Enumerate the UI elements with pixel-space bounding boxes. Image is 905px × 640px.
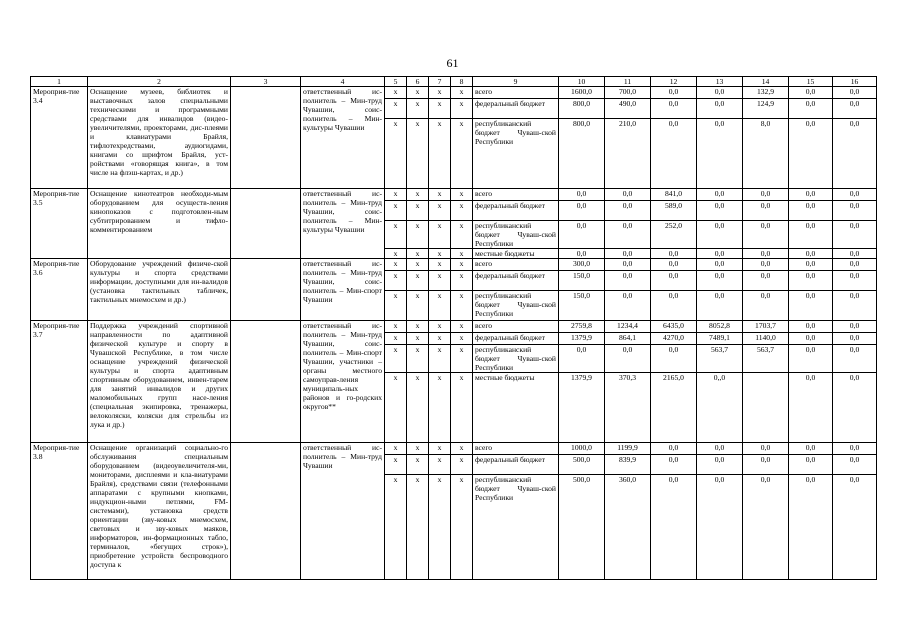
code-cell: x [451, 321, 473, 333]
amount-cell: 0,0 [651, 259, 697, 271]
amount-cell: 7489,1 [697, 333, 743, 345]
funding-source: федеральный бюджет [473, 455, 559, 475]
financing-table [30, 76, 877, 580]
code-cell: x [385, 271, 407, 291]
code-cell: x [385, 475, 407, 580]
code-cell: x [385, 291, 407, 321]
amount-cell: 0,0 [833, 221, 877, 249]
amount-cell: 150,0 [559, 291, 605, 321]
code-cell: x [429, 99, 451, 119]
amount-cell: 0,0 [651, 271, 697, 291]
amount-cell: 0,0 [605, 189, 651, 201]
funding-source: всего [473, 443, 559, 455]
amount-cell: 0,0 [651, 455, 697, 475]
code-cell: x [451, 201, 473, 221]
amount-cell: 0,0 [833, 373, 877, 443]
amount-cell: 0,0 [605, 291, 651, 321]
code-cell: x [451, 475, 473, 580]
code-cell: x [429, 475, 451, 580]
amount-cell: 563,7 [697, 345, 743, 373]
code-cell: x [451, 291, 473, 321]
code-cell: x [385, 373, 407, 443]
amount-cell: 0,0 [789, 119, 833, 189]
header-cell: 2 [88, 77, 231, 87]
code-cell: x [407, 119, 429, 189]
amount-cell: 841,0 [651, 189, 697, 201]
amount-cell: 0,0 [651, 443, 697, 455]
code-cell: x [451, 345, 473, 373]
code-cell: x [407, 189, 429, 201]
amount-cell: 0,0 [697, 99, 743, 119]
amount-cell: 0,0 [559, 221, 605, 249]
amount-cell: 0,0 [651, 291, 697, 321]
table-row [31, 321, 877, 333]
amount-cell: 0,0 [833, 321, 877, 333]
code-cell: x [451, 333, 473, 345]
code-cell: x [385, 201, 407, 221]
code-cell: x [429, 119, 451, 189]
amount-cell: 0,0 [743, 271, 789, 291]
amount-cell: 360,0 [605, 475, 651, 580]
amount-cell: 0,0 [743, 189, 789, 201]
code-cell: x [451, 87, 473, 99]
responsible-executor: ответственный ис-полнитель – Мин-труд Чувашии, соис-полнитель – Мин-культуры Чувашии [301, 189, 385, 259]
amount-cell: 0,0 [697, 443, 743, 455]
code-cell: x [407, 373, 429, 443]
responsible-executor: ответственный ис-полнитель – Мин-труд Чувашии, соис-полнитель – Мин-спорт Чувашии, участники – органы местного самоуправ-ления муниципаль-ных районов и го-родских округов** [301, 321, 385, 443]
code-cell: x [451, 259, 473, 271]
amount-cell: 0,0 [697, 119, 743, 189]
header-cell: 15 [789, 77, 833, 87]
measure-title: Поддержка учреждений спортивной направленности по адаптивной физической культуре и спорту в Чувашской Республике, в том числе оснащение учреждений физической культуры и спорта адаптивным спортивным оборудованием, инвен-тарем для занятий инвалидов и других маломобильных групп насе-ления (специальная экипировка, тренажеры, велоколяски, коляски для стрельбы из лука и др.) [88, 321, 231, 443]
funding-source: республиканский бюджет Чуваш-ской Республики [473, 119, 559, 189]
amount-cell: 0,0 [697, 189, 743, 201]
code-cell: x [385, 221, 407, 249]
code-cell: x [407, 271, 429, 291]
amount-cell: 4270,0 [651, 333, 697, 345]
header-cell: 8 [451, 77, 473, 87]
code-cell: x [429, 87, 451, 99]
responsible-executor: ответственный ис-полнитель – Мин-труд Чувашии [301, 443, 385, 580]
page-number: 61 [446, 56, 459, 70]
funding-source: местные бюджеты [473, 373, 559, 443]
amount-cell: 0,0 [651, 345, 697, 373]
amount-cell: 0,0 [789, 475, 833, 580]
measure-title: Оснащение организаций социально-го обслуживания специальным оборудованием (видеоувеличителя-ми, мониторами, дисплеями и кла-виатурами Брайля), средствами связи (телефонными аппаратами с крупными кнопками, индукцион-ными петлями, FM-системами), установка средств ориентации (зву-ковых мнемосхем, световых и зву-ковых маяков, информаторов, ин-формационных табло, терминалов, «бегущих строк»), приобретение устройств беспроводного доступа к [88, 443, 231, 580]
funding-source: федеральный бюджет [473, 201, 559, 221]
amount-cell: 500,0 [559, 475, 605, 580]
header-cell: 12 [651, 77, 697, 87]
amount-cell: 0,0 [697, 455, 743, 475]
responsible-executor: ответственный ис-полнитель – Мин-труд Чувашии, соис-полнитель – Мин-культуры Чувашии [301, 87, 385, 189]
amount-cell: 700,0 [605, 87, 651, 99]
code-cell: x [407, 249, 429, 259]
funding-source: республиканский бюджет Чуваш-ской Республики [473, 291, 559, 321]
amount-cell: 0,0 [833, 455, 877, 475]
amount-cell: 0,0 [833, 475, 877, 580]
code-cell: x [385, 321, 407, 333]
funding-source: всего [473, 87, 559, 99]
header-cell: 3 [231, 77, 301, 87]
code-cell: x [429, 333, 451, 345]
amount-cell: 124,9 [743, 99, 789, 119]
code-cell: x [407, 475, 429, 580]
code-cell: x [429, 259, 451, 271]
amount-cell: 0,0 [743, 201, 789, 221]
header-cell: 6 [407, 77, 429, 87]
amount-cell: 0,0 [559, 249, 605, 259]
amount-cell: 0,0 [789, 291, 833, 321]
amount-cell: 0,0 [697, 475, 743, 580]
amount-cell: 0,0 [743, 443, 789, 455]
code-cell: x [429, 201, 451, 221]
amount-cell: 0,0 [559, 345, 605, 373]
amount-cell: 0,0 [651, 99, 697, 119]
amount-cell: 0,0 [743, 455, 789, 475]
amount-cell: 0,0 [605, 271, 651, 291]
amount-cell: 1140,0 [743, 333, 789, 345]
header-cell: 7 [429, 77, 451, 87]
amount-cell: 0,0 [833, 333, 877, 345]
empty-cell [231, 321, 301, 443]
header-cell: 11 [605, 77, 651, 87]
amount-cell: 150,0 [559, 271, 605, 291]
header-cell: 16 [833, 77, 877, 87]
amount-cell: 2165,0 [651, 373, 697, 443]
amount-cell: 1379,9 [559, 373, 605, 443]
amount-cell: 0,0 [743, 221, 789, 249]
amount-cell: 0,0 [833, 99, 877, 119]
funding-source: местные бюджеты [473, 249, 559, 259]
header-row [31, 77, 877, 87]
measure-code: Мероприя-тие 3.5 [31, 189, 88, 259]
amount-cell: 0,0 [697, 221, 743, 249]
table-row [31, 87, 877, 99]
amount-cell: 0,0 [605, 345, 651, 373]
header-cell: 14 [743, 77, 789, 87]
code-cell: x [385, 443, 407, 455]
code-cell: x [451, 249, 473, 259]
amount-cell: 864,1 [605, 333, 651, 345]
measure-title: Оснащение кинотеатров необходи-мым оборудованием для осуществ-ления кинопоказов с подготовлен-ным субтитрированием и тифло-комментированием [88, 189, 231, 259]
empty-cell [231, 443, 301, 580]
code-cell: x [451, 271, 473, 291]
code-cell: x [429, 443, 451, 455]
amount-cell: 839,9 [605, 455, 651, 475]
amount-cell: 0,0 [789, 259, 833, 271]
amount-cell: 0,0 [833, 119, 877, 189]
amount-cell: 0,0 [789, 221, 833, 249]
amount-cell: 300,0 [559, 259, 605, 271]
measure-title: Оснащение музеев, библиотек и выставочных залов специальными техническими и программными средствами для инвалидов (видео-увеличителями, проекторами, дис-плеями и клавиатурами Брайля, тифлотехредствами, аудиогидами, книгами со шрифтом Брайля, уст-ройствами «говорящая книга», в том числе на флэш-картах, и др.) [88, 87, 231, 189]
amount-cell: 0,0 [789, 201, 833, 221]
amount-cell: 0,0 [651, 119, 697, 189]
code-cell: x [407, 221, 429, 249]
code-cell: x [429, 221, 451, 249]
funding-source: республиканский бюджет Чуваш-ской Республики [473, 345, 559, 373]
header-cell: 9 [473, 77, 559, 87]
code-cell: x [385, 345, 407, 373]
amount-cell: 0,0 [789, 443, 833, 455]
code-cell: x [429, 345, 451, 373]
funding-source: федеральный бюджет [473, 333, 559, 345]
amount-cell: 0,0 [697, 87, 743, 99]
measure-code: Мероприя-тие 3.6 [31, 259, 88, 321]
amount-cell: 0,0 [833, 259, 877, 271]
measure-code: Мероприя-тие 3.7 [31, 321, 88, 443]
amount-cell: 0,0 [833, 87, 877, 99]
code-cell: x [451, 119, 473, 189]
code-cell: x [407, 443, 429, 455]
code-cell: x [385, 119, 407, 189]
code-cell: x [385, 189, 407, 201]
table-body [31, 77, 877, 580]
amount-cell: 0,0 [833, 345, 877, 373]
amount-cell: 0,0 [833, 291, 877, 321]
amount-cell: 0,0 [697, 201, 743, 221]
amount-cell: 1234,4 [605, 321, 651, 333]
amount-cell: 1379,9 [559, 333, 605, 345]
code-cell: x [385, 99, 407, 119]
code-cell: x [407, 259, 429, 271]
header-cell: 13 [697, 77, 743, 87]
amount-cell: 800,0 [559, 119, 605, 189]
funding-source: всего [473, 189, 559, 201]
measure-code: Мероприя-тие 3.8 [31, 443, 88, 580]
amount-cell: 0,0 [743, 291, 789, 321]
code-cell: x [385, 259, 407, 271]
code-cell: x [407, 455, 429, 475]
code-cell: x [429, 271, 451, 291]
empty-cell [231, 87, 301, 189]
amount-cell: 210,0 [605, 119, 651, 189]
code-cell: x [385, 455, 407, 475]
code-cell: x [385, 249, 407, 259]
amount-cell: 0,0 [605, 259, 651, 271]
measure-code: Мероприя-тие 3.4 [31, 87, 88, 189]
amount-cell: 1600,0 [559, 87, 605, 99]
amount-cell: 1703,7 [743, 321, 789, 333]
amount-cell: 0,0 [697, 291, 743, 321]
amount-cell: 0,0 [789, 249, 833, 259]
code-cell: x [429, 373, 451, 443]
funding-source: федеральный бюджет [473, 99, 559, 119]
measure-title: Оборудование учреждений физиче-ской культуры и спорта средствами информации, доступными для ин-валидов (установка тактильных табличек, тактильных мнемосхем и др.) [88, 259, 231, 321]
amount-cell: 0,0 [559, 189, 605, 201]
funding-source: всего [473, 321, 559, 333]
code-cell: x [451, 443, 473, 455]
code-cell: x [429, 455, 451, 475]
table-row [31, 443, 877, 455]
header-cell: 10 [559, 77, 605, 87]
amount-cell: 0,0 [833, 189, 877, 201]
code-cell: x [451, 189, 473, 201]
empty-cell [231, 259, 301, 321]
amount-cell: 252,0 [651, 221, 697, 249]
amount-cell: 1199,9 [605, 443, 651, 455]
amount-cell: 0,0 [833, 271, 877, 291]
code-cell: x [407, 201, 429, 221]
code-cell: x [429, 189, 451, 201]
amount-cell: 8,0 [743, 119, 789, 189]
code-cell: x [407, 291, 429, 321]
amount-cell: 1000,0 [559, 443, 605, 455]
amount-cell: 0,0 [789, 373, 833, 443]
amount-cell: 370,3 [605, 373, 651, 443]
code-cell: x [407, 321, 429, 333]
code-cell: x [429, 291, 451, 321]
header-cell: 1 [31, 77, 88, 87]
amount-cell: 0,0 [833, 249, 877, 259]
amount-cell: 0,0 [651, 87, 697, 99]
amount-cell: 0,0 [605, 201, 651, 221]
amount-cell: 6435,0 [651, 321, 697, 333]
code-cell: x [407, 333, 429, 345]
amount-cell: 500,0 [559, 455, 605, 475]
amount-cell: 0,0 [789, 345, 833, 373]
amount-cell: 800,0 [559, 99, 605, 119]
amount-cell: 8052,8 [697, 321, 743, 333]
code-cell: x [407, 87, 429, 99]
amount-cell [743, 373, 789, 443]
code-cell: x [451, 373, 473, 443]
funding-source: всего [473, 259, 559, 271]
amount-cell: 0,0 [697, 259, 743, 271]
amount-cell: 0,0 [789, 99, 833, 119]
amount-cell: 0,0 [789, 189, 833, 201]
amount-cell: 0,0 [605, 221, 651, 249]
code-cell: x [407, 99, 429, 119]
code-cell: x [385, 87, 407, 99]
funding-source: федеральный бюджет [473, 271, 559, 291]
amount-cell: 0,0 [743, 249, 789, 259]
code-cell: x [451, 455, 473, 475]
header-cell: 4 [301, 77, 385, 87]
amount-cell: 0,0 [833, 201, 877, 221]
amount-cell: 0,0 [743, 259, 789, 271]
code-cell: x [385, 333, 407, 345]
code-cell: x [429, 321, 451, 333]
amount-cell: 0,0 [789, 271, 833, 291]
code-cell: x [451, 221, 473, 249]
amount-cell: 0,0 [789, 333, 833, 345]
amount-cell: 0,0 [651, 249, 697, 259]
responsible-executor: ответственный ис-полнитель – Мин-труд Чувашии, соис-полнитель – Мин-спорт Чувашии [301, 259, 385, 321]
amount-cell: 0,0 [651, 475, 697, 580]
amount-cell: 0,0 [789, 321, 833, 333]
amount-cell: 589,0 [651, 201, 697, 221]
amount-cell: 132,9 [743, 87, 789, 99]
amount-cell: 0,0 [789, 455, 833, 475]
amount-cell: 0,0 [559, 201, 605, 221]
table-row [31, 259, 877, 271]
code-cell: x [451, 99, 473, 119]
funding-source: республиканский бюджет Чуваш-ской Республики [473, 475, 559, 580]
code-cell: x [429, 249, 451, 259]
amount-cell: 2759,8 [559, 321, 605, 333]
amount-cell: 0,0 [743, 475, 789, 580]
empty-cell [231, 189, 301, 259]
header-cell: 5 [385, 77, 407, 87]
amount-cell: 0,0 [789, 87, 833, 99]
amount-cell: 0,0 [697, 271, 743, 291]
amount-cell: 0,0 [605, 249, 651, 259]
amount-cell: 0,0 [697, 249, 743, 259]
amount-cell: 0,,0 [697, 373, 743, 443]
amount-cell: 490,0 [605, 99, 651, 119]
table-row [31, 189, 877, 201]
amount-cell: 0,0 [833, 443, 877, 455]
code-cell: x [407, 345, 429, 373]
amount-cell: 563,7 [743, 345, 789, 373]
funding-source: республиканский бюджет Чуваш-ской Республики [473, 221, 559, 249]
